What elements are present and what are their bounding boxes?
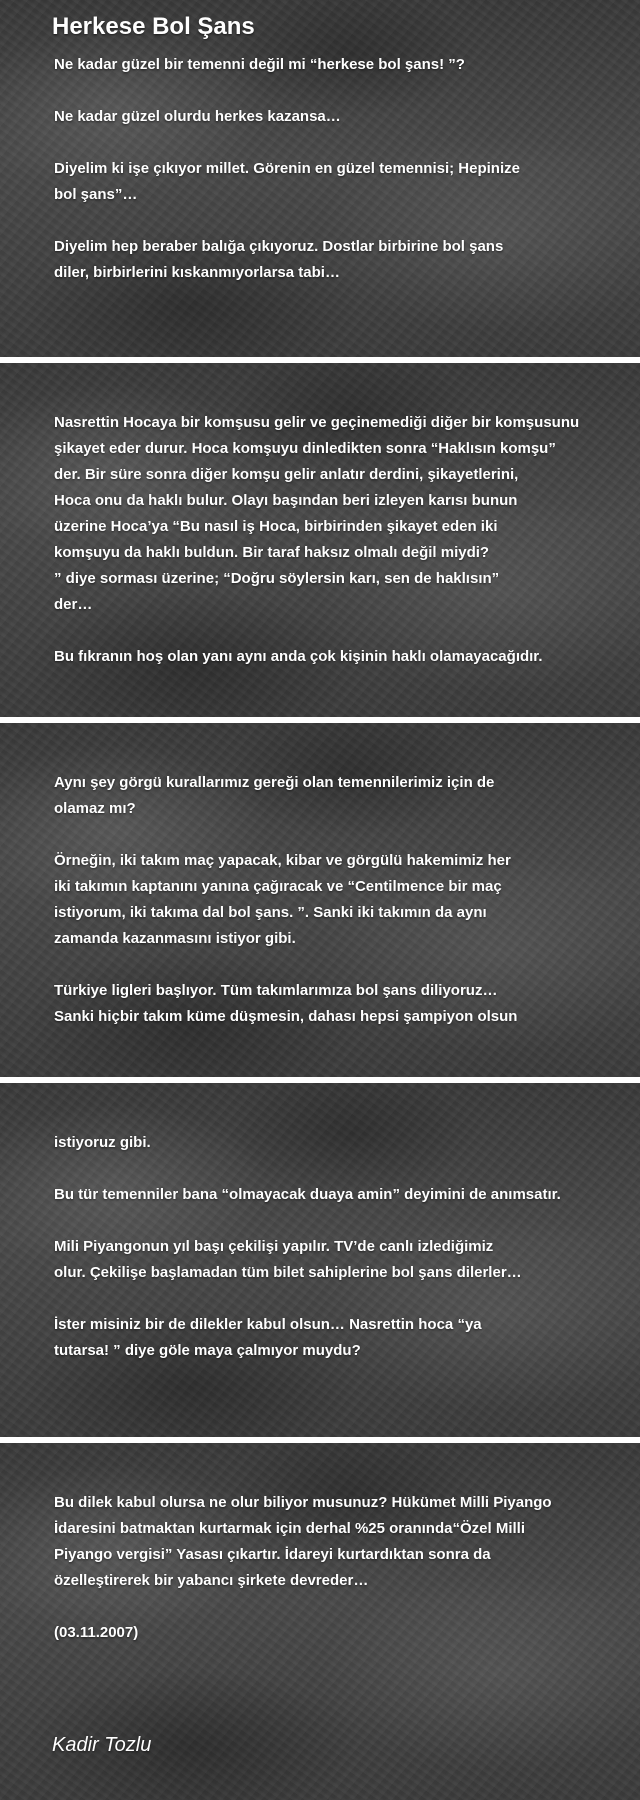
panel-text	[54, 52, 634, 286]
date-line: (03.11.2007)	[54, 1624, 139, 1641]
paragraph: Aynı şey görgü kurallarımız gereği olan temennilerimiz için de olamaz mı?	[54, 774, 495, 817]
paragraph: İster misiniz bir de dilekler kabul olsun… Nasrettin hoca “ya tutarsa! ” diye göle maya çalmıyor muydu?	[54, 1316, 482, 1359]
paragraph: Nasrettin Hocaya bir komşusu gelir ve geçinemediği diğer bir komşusunu şikayet eder durur. Hoca komşuyu dinledikten sonra “Haklısın komşu” der. Bir süre sonra diğer komşu gelir anlatır derdini, şikayetlerini, Hoca onu da haklı bulur. Olayı başından beri izleyen karısı bunun üzerine Hoca’ya “Bu nasıl iş Hoca, birbirinden şikayet eden iki komşuyu da haklı buldun. Bir taraf haksız olmalı değil miydi? ” diye sorması üzerine; “Doğru söylersin karı, sen de haklısın” der…	[54, 414, 580, 613]
poem-panel-4	[0, 1080, 640, 1440]
paragraph: Türkiye ligleri başlıyor. Tüm takımlarımıza bol şans diliyoruz… Sanki hiçbir takım küme düşmesin, dahası hepsi şampiyon olsun	[54, 982, 518, 1025]
paragraph: Bu fıkranın hoş olan yanı aynı anda çok kişinin haklı olamayacağıdır.	[54, 648, 543, 665]
panel-divider	[0, 357, 640, 363]
paragraph: Diyelim ki işe çıkıyor millet. Görenin en güzel temennisi; Hepinize bol şans”…	[54, 160, 520, 203]
author-name: Kadir Tozlu	[52, 1734, 152, 1756]
paragraph: Ne kadar güzel olurdu herkes kazansa…	[54, 108, 341, 125]
poem-panel-2	[0, 360, 640, 720]
paragraph: Diyelim hep beraber balığa çıkıyoruz. Dostlar birbirine bol şans diler, birbirlerini kıskanmıyorlarsa tabi…	[54, 238, 504, 281]
paragraph: istiyoruz gibi.	[54, 1134, 151, 1151]
panel-divider	[0, 1077, 640, 1083]
paragraph: Bu tür temenniler bana “olmayacak duaya amin” deyimini de anımsatır.	[54, 1186, 561, 1203]
panel-text	[54, 770, 634, 1030]
panel-text	[54, 410, 634, 670]
poem-title: Herkese Bol Şans	[52, 13, 255, 40]
panel-divider	[0, 1437, 640, 1443]
panel-divider	[0, 717, 640, 723]
paragraph: Bu dilek kabul olursa ne olur biliyor musunuz? Hükümet Milli Piyango İdaresini batmaktan kurtarmak için derhal %25 oranında“Özel Milli Piyango vergisi” Yasası çıkartır. İdareyi kurtardıktan sonra da özelleştirerek bir yabancı şirkete devreder…	[54, 1494, 552, 1589]
paragraph: Mili Piyangonun yıl başı çekilişi yapılır. TV’de canlı izlediğimiz olur. Çekilişe başlamadan tüm bilet sahiplerine bol şans dilerler…	[54, 1238, 522, 1281]
panel-text	[54, 1490, 634, 1646]
panel-text	[54, 1130, 634, 1364]
poem-panel-1	[0, 0, 640, 360]
paragraph: Ne kadar güzel bir temenni değil mi “herkese bol şans! ”?	[54, 56, 465, 73]
poem-panel-3	[0, 720, 640, 1080]
paragraph: Örneğin, iki takım maç yapacak, kibar ve görgülü hakemimiz her iki takımın kaptanını yanına çağıracak ve “Centilmence bir maç istiyorum, iki takıma dal bol şans. ”. Sanki iki takımın da aynı zamanda kazanmasını istiyor gibi.	[54, 852, 511, 947]
poem-panel-5	[0, 1440, 640, 1800]
